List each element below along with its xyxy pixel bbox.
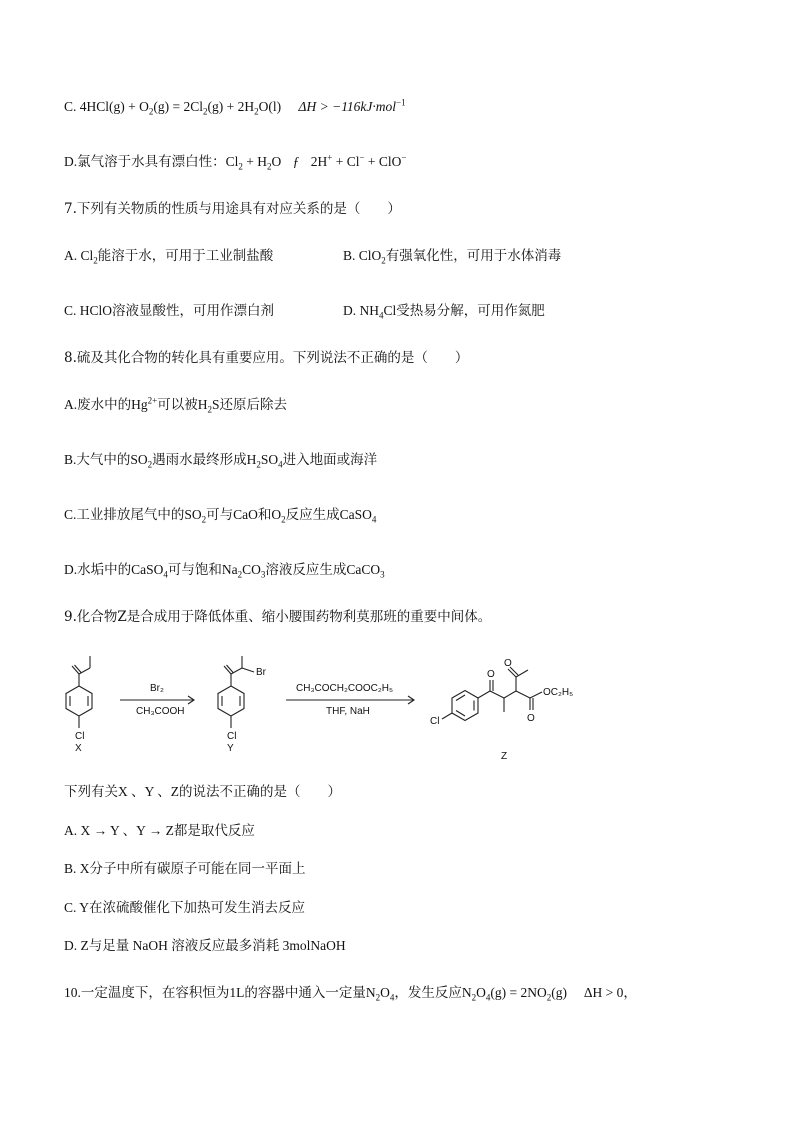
q7-option-d: D. $NH_4Cl$受热易分解，可用作氮肥 [343,303,545,321]
z-label: Z [501,751,508,762]
q9-option-d: D. Z与足量 NaOH 溶液反应最多消耗 3molNaOH [64,938,346,953]
q9-option-c: C. Y在浓硫酸催化下加热可发生消去反应 [64,900,306,915]
reagent-1-top: Br₂ [150,683,164,694]
q7-stem: 7.下列有关物质的性质与用途具有对应关系的是（ ） [64,201,401,217]
x-label: X [75,743,82,754]
q6-option-c: C. $4HCl(g) + O_2(g) = 2Cl_2(g) + 2H_2O(l) \Delta H > -116kJ\cdot mol^{-1}$ [64,97,406,117]
q8-stem: 8.硫及其化合物的转化具有重要应用。下列说法不正确的是（ ） [64,350,469,366]
q8-option-d: D.水垢中的CaSO$_4$可与饱和$Na_2CO_3$溶液反应生成CaCO$_3$ [64,562,385,580]
q7-option-b: B. ClO$_2$有强氧化性，可用于水体消毒 [343,248,562,266]
reagent-2-bottom: THF, NaH [326,706,370,717]
q6-option-d: D.氯气溶于水具有漂白性：$Cl_2 + H_2O$ ƒ 2H+ + Cl− + ClO− [64,152,407,172]
q8-option-c: C.工业排放尾气中的$SO_2$可与CaO和$O_2$反应生成CaSO$_4$ [64,507,377,525]
reagent-1-bottom: CH₃COOH [136,706,185,717]
reaction-scheme [64,644,584,769]
z-ester-label: OC₂H₅ [543,687,574,698]
q9-option-b: B. X分子中所有碳原子可能在同一平面上 [64,861,306,876]
q8-option-b: B.大气中的$SO_2$遇雨水最终形成$H_2SO_4$进入地面或海洋 [64,452,378,470]
z-cl-label: Cl [430,716,440,727]
z-ketone-o-label: O [487,669,495,680]
q10-stem: 10.一定温度下，在容积恒为1L的容器中通入一定量$N_2O_4$，发生反应$N_2O_4(g) = 2NO_2(g)$ ΔH > 0， [64,985,637,1003]
y-cl-label: Cl [227,731,237,742]
reagent-2-top: CH₃COCH₂COOC₂H₅ [296,683,393,694]
q9-stem: 9.化合物Z是合成用于降低体重、缩小腰围药物利莫那班的重要中间体。 [64,609,492,625]
q8-option-a: A.废水中的$Hg^{2+}$可以被$H_2S$还原后除去 [64,395,287,415]
x-cl-label: Cl [75,731,85,742]
y-label: Y [227,743,234,754]
z-ester-o-label: O [527,713,535,724]
q7-option-a: A. $Cl_2$能溶于水，可用于工业制盐酸 [64,248,274,266]
y-br-label: Br [256,667,266,678]
q7-option-c: C. HClO溶液显酸性，可用作漂白剂 [64,303,275,318]
z-acetyl-o-label: O [504,658,512,669]
q9-option-a: A. X → Y 、Y → Z都是取代反应 [64,823,255,838]
q9-question: 下列有关X 、Y 、Z的说法不正确的是（ ） [64,784,341,799]
